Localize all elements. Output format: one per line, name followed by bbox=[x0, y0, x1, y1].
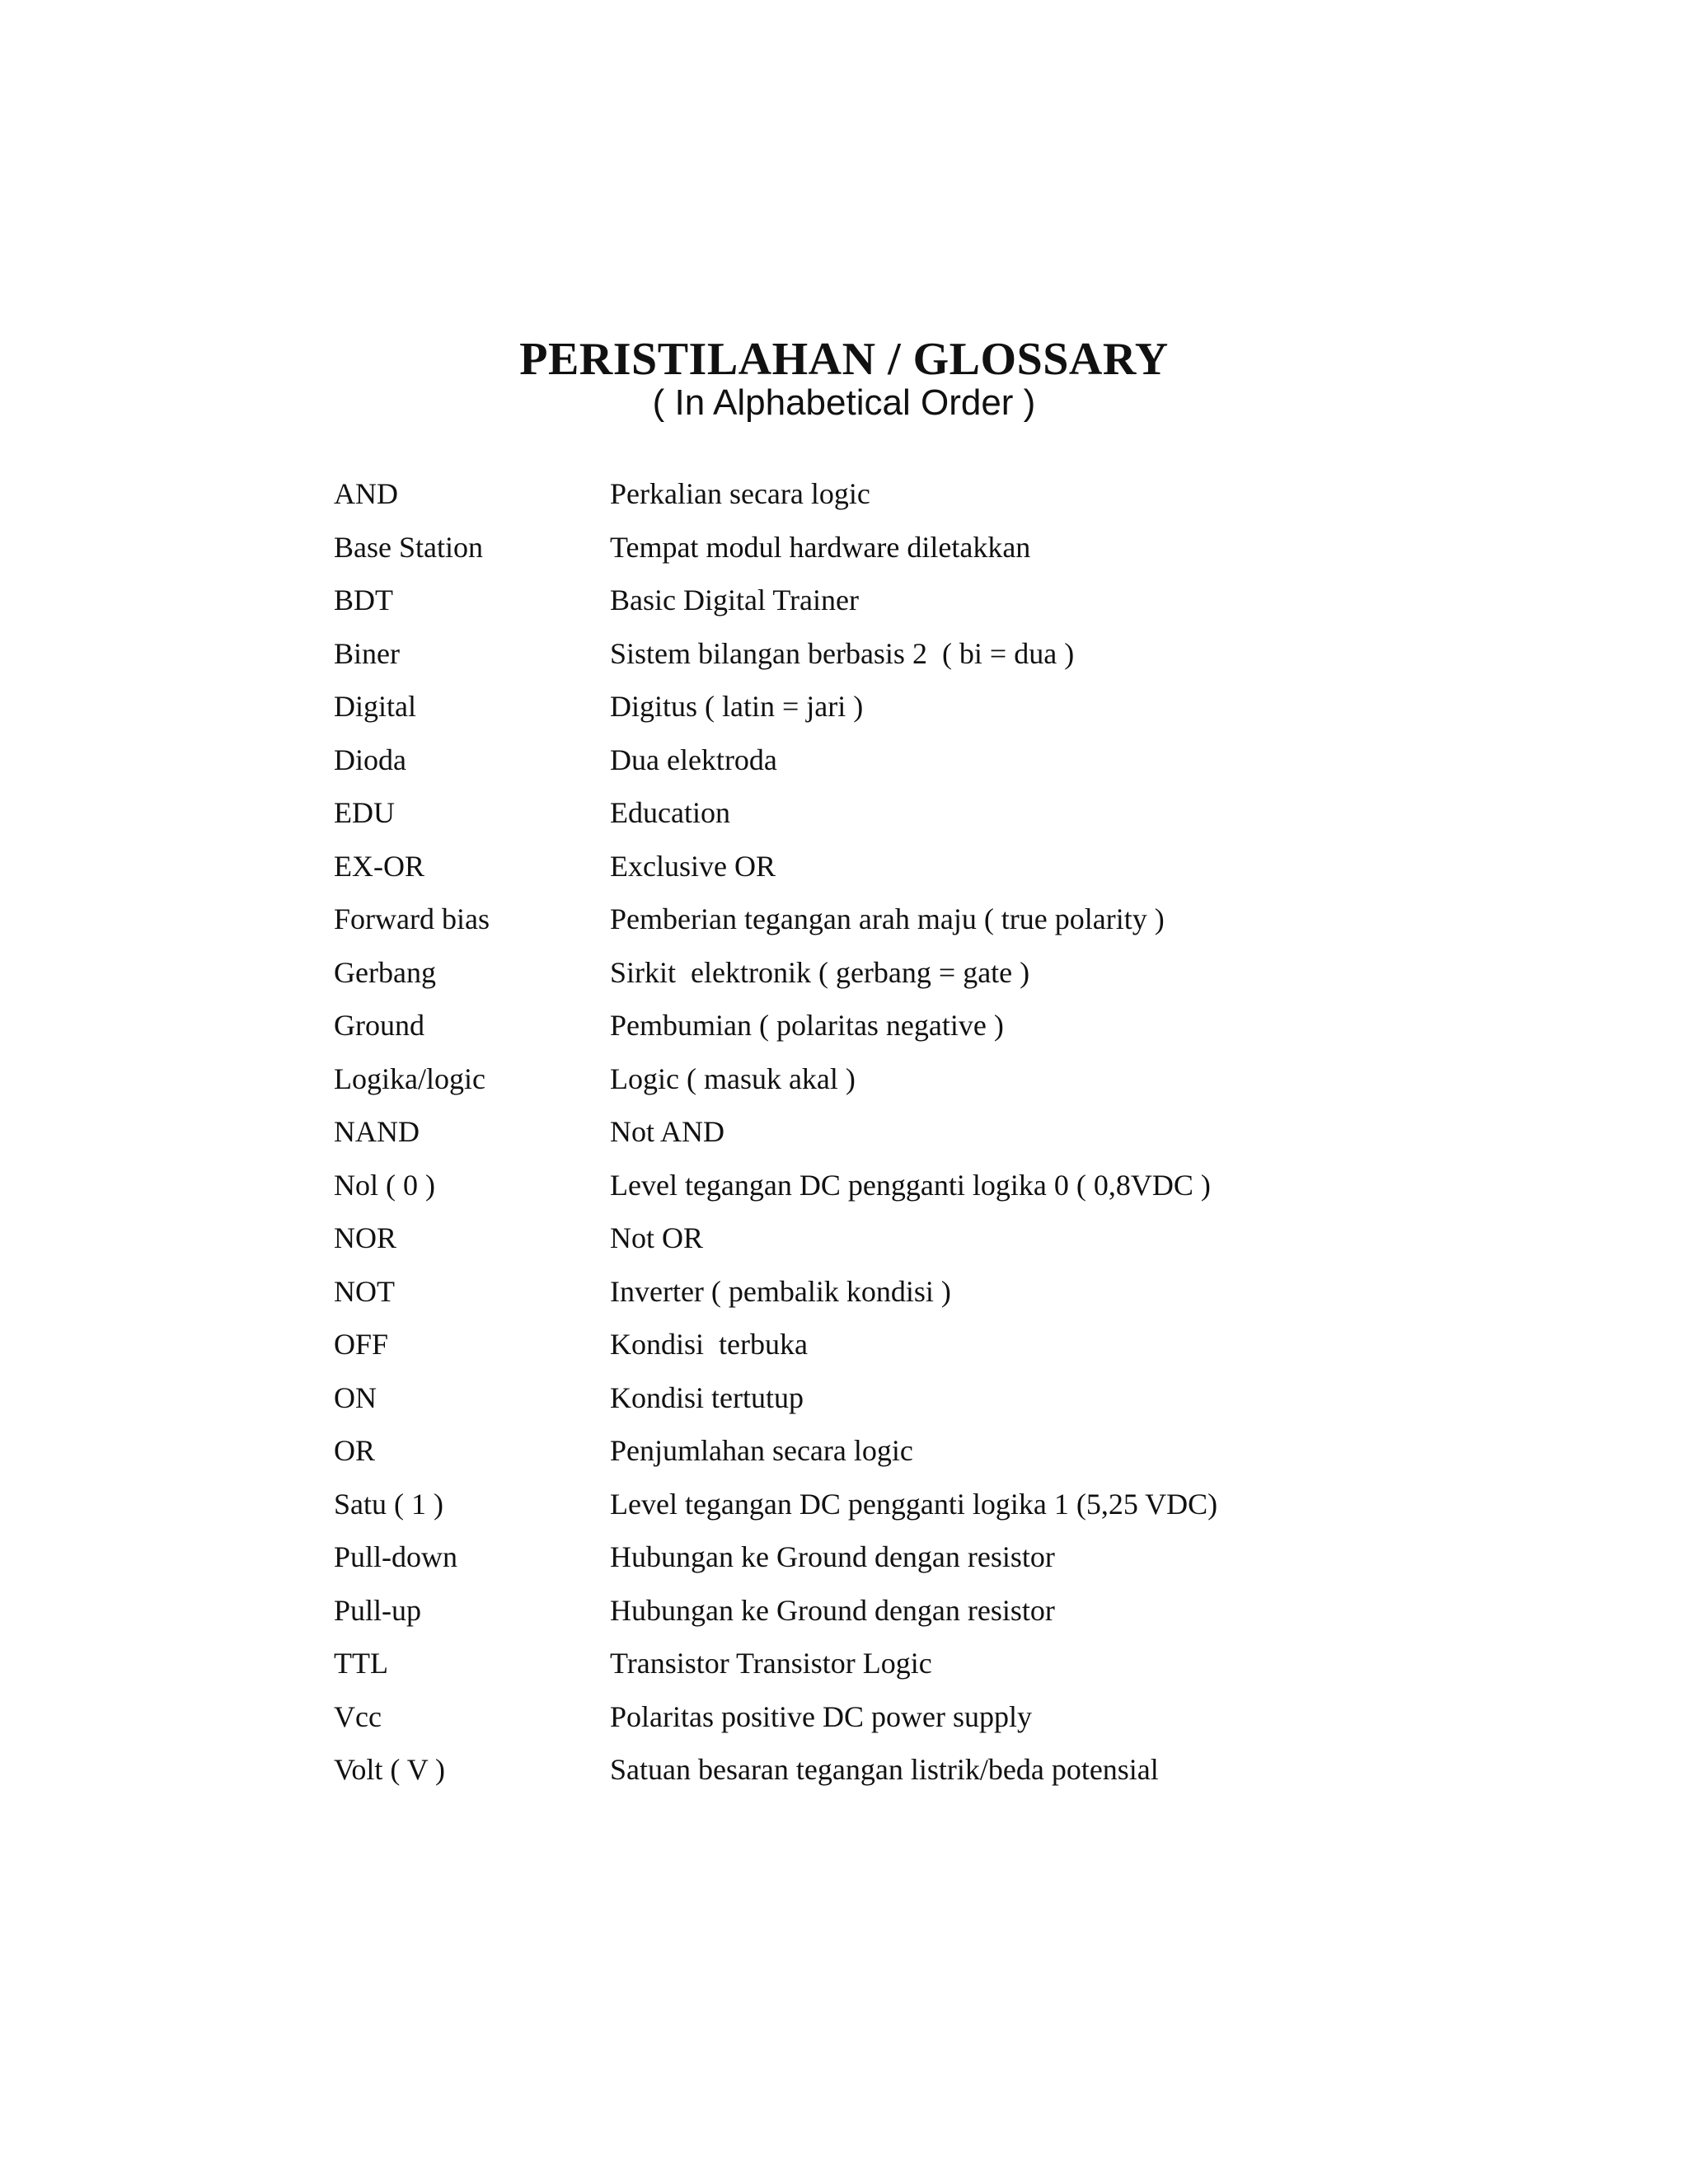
glossary-row bbox=[334, 687, 1405, 740]
glossary-definition: Logic ( masuk akal ) bbox=[610, 1062, 856, 1095]
glossary-definition: Level tegangan DC pengganti logika 0 ( 0,8VDC ) bbox=[610, 1168, 1211, 1202]
glossary-term: Pull-down bbox=[334, 1540, 458, 1573]
glossary-term: Nol ( 0 ) bbox=[334, 1168, 435, 1202]
glossary-row bbox=[334, 474, 1405, 527]
glossary-definition: Polaritas positive DC power supply bbox=[610, 1699, 1032, 1733]
glossary-definition: Not AND bbox=[610, 1115, 725, 1148]
glossary-term: Base Station bbox=[334, 530, 483, 564]
glossary-definition: Sirkit elektronik ( gerbang = gate ) bbox=[610, 955, 1030, 989]
glossary-row bbox=[334, 1324, 1405, 1378]
glossary-definition: Dua elektroda bbox=[610, 743, 777, 776]
glossary-definition: Digitus ( latin = jari ) bbox=[610, 690, 864, 723]
glossary-term: Volt ( V ) bbox=[334, 1753, 446, 1786]
glossary-row bbox=[334, 1643, 1405, 1697]
glossary-term: ON bbox=[334, 1380, 377, 1414]
glossary-row bbox=[334, 1059, 1405, 1113]
glossary-definition: Exclusive OR bbox=[610, 849, 776, 883]
glossary-definition: Basic Digital Trainer bbox=[610, 583, 859, 616]
glossary-term: Forward bias bbox=[334, 902, 490, 935]
glossary-term: EX-OR bbox=[334, 849, 424, 883]
glossary-term: OFF bbox=[334, 1328, 389, 1361]
glossary-definition: Sistem bilangan berbasis 2 ( bi = dua ) bbox=[610, 636, 1075, 670]
glossary-definition: Satuan besaran tegangan listrik/beda potensial bbox=[610, 1753, 1159, 1786]
glossary-row bbox=[334, 1378, 1405, 1432]
glossary-term: BDT bbox=[334, 583, 393, 616]
glossary-row bbox=[334, 1112, 1405, 1165]
glossary-row bbox=[334, 1218, 1405, 1272]
glossary-definition: Kondisi terbuka bbox=[610, 1328, 808, 1361]
glossary-term: Dioda bbox=[334, 743, 406, 776]
glossary-term: Biner bbox=[334, 636, 400, 670]
page-subtitle: ( In Alphabetical Order ) bbox=[652, 382, 1036, 423]
glossary-term: Ground bbox=[334, 1009, 424, 1042]
glossary-definition: Level tegangan DC pengganti logika 1 (5,25 VDC) bbox=[610, 1487, 1218, 1521]
glossary-definition: Kondisi tertutup bbox=[610, 1380, 804, 1414]
glossary-term: Digital bbox=[334, 690, 416, 723]
glossary-definition: Perkalian secara logic bbox=[610, 477, 870, 510]
glossary-row bbox=[334, 1005, 1405, 1059]
glossary-term: TTL bbox=[334, 1647, 388, 1680]
glossary-term: Gerbang bbox=[334, 955, 436, 989]
glossary-row bbox=[334, 1697, 1405, 1750]
page-title: PERISTILAHAN / GLOSSARY bbox=[519, 334, 1169, 385]
glossary-list bbox=[334, 474, 1405, 1803]
glossary-definition: Hubungan ke Ground dengan resistor bbox=[610, 1593, 1055, 1627]
glossary-row bbox=[334, 899, 1405, 953]
glossary-definition: Transistor Transistor Logic bbox=[610, 1647, 932, 1680]
glossary-definition: Penjumlahan secara logic bbox=[610, 1434, 913, 1467]
glossary-row bbox=[334, 1591, 1405, 1644]
glossary-term: Satu ( 1 ) bbox=[334, 1487, 443, 1521]
glossary-term: OR bbox=[334, 1434, 376, 1467]
glossary-definition: Hubungan ke Ground dengan resistor bbox=[610, 1540, 1055, 1573]
glossary-row bbox=[334, 527, 1405, 581]
glossary-definition: Pembumian ( polaritas negative ) bbox=[610, 1009, 1004, 1042]
glossary-row bbox=[334, 634, 1405, 687]
glossary-row bbox=[334, 1484, 1405, 1538]
glossary-term: Vcc bbox=[334, 1699, 382, 1733]
glossary-row bbox=[334, 580, 1405, 634]
glossary-row bbox=[334, 953, 1405, 1006]
glossary-definition: Tempat modul hardware diletakkan bbox=[610, 530, 1031, 564]
glossary-definition: Not OR bbox=[610, 1221, 704, 1254]
glossary-term: NOR bbox=[334, 1221, 397, 1254]
glossary-row bbox=[334, 1537, 1405, 1591]
glossary-term: NOT bbox=[334, 1274, 395, 1308]
glossary-row bbox=[334, 846, 1405, 900]
glossary-definition: Education bbox=[610, 796, 730, 829]
glossary-definition: Pemberian tegangan arah maju ( true polarity ) bbox=[610, 902, 1165, 935]
glossary-row bbox=[334, 1165, 1405, 1219]
glossary-term: NAND bbox=[334, 1115, 420, 1148]
glossary-row bbox=[334, 1750, 1405, 1803]
glossary-row bbox=[334, 740, 1405, 794]
glossary-row bbox=[334, 1431, 1405, 1484]
glossary-term: AND bbox=[334, 477, 398, 510]
glossary-term: EDU bbox=[334, 796, 395, 829]
glossary-term: Logika/logic bbox=[334, 1062, 485, 1095]
glossary-term: Pull-up bbox=[334, 1593, 422, 1627]
glossary-row bbox=[334, 1272, 1405, 1325]
glossary-row bbox=[334, 793, 1405, 846]
glossary-definition: Inverter ( pembalik kondisi ) bbox=[610, 1274, 951, 1308]
